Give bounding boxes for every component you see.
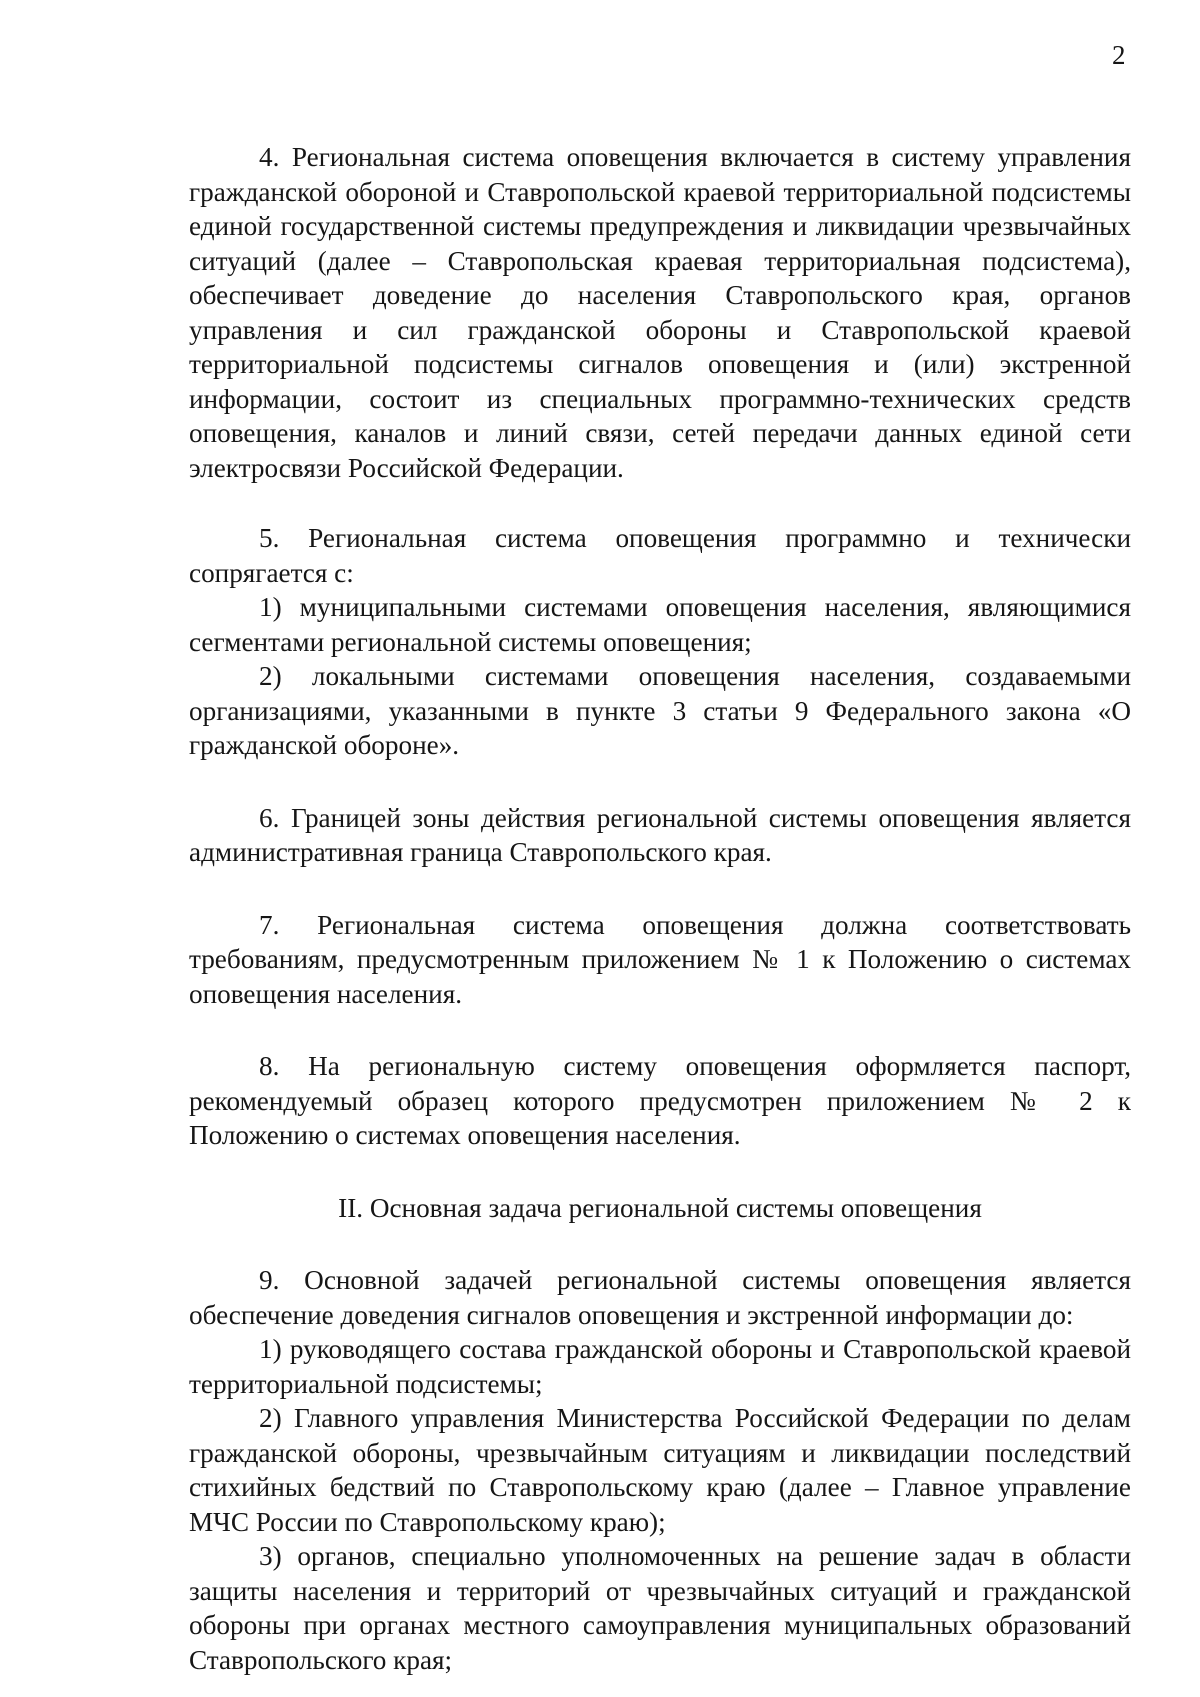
paragraph-7: 7. Региональная система оповещения должна соответствовать требованиям, предусмотренным приложением № 1 к Положению о системах оповещения населения. — [189, 909, 1131, 1009]
paragraph-9-item-2: 2) Главного управления Министерства Российской Федерации по делам гражданской обороны, чрезвычайным ситуациям и ликвидации последствий стихийных бедствий по Ставропольскому краю (далее – Главное управление МЧС России по Ставропольскому краю); — [189, 1403, 1131, 1537]
paragraph-5: 5. Региональная система оповещения программно и технически сопрягается с: — [189, 523, 1131, 588]
paragraph-5-item-2: 2) локальными системами оповещения населения, создаваемыми организациями, указанными в пункте 3 статьи 9 Федерального закона «О гражданской обороне». — [189, 661, 1131, 760]
paragraph-9: 9. Основной задачей региональной системы оповещения является обеспечение доведения сигналов оповещения и экстренной информации до: — [189, 1265, 1131, 1330]
paragraph-8: 8. На региональную систему оповещения оформляется паспорт, рекомендуемый образец которого предусмотрен приложением № 2 к Положению о системах оповещения населения. — [189, 1051, 1131, 1150]
paragraph-9-item-3: 3) органов, специально уполномоченных на решение задач в области защиты населения и территорий от чрезвычайных ситуаций и гражданской обороны при органах местного самоуправления муниципальных образований Ставропольского края; — [189, 1541, 1131, 1675]
paragraph-4: 4. Региональная система оповещения включается в систему управления гражданской обороной и Ставропольской краевой территориальной подсистемы единой государственной системы предупреждения и ликвидации чрезвычайных ситуаций (далее – Ставропольская краевая территориальная подсистема), обеспечивает доведение до населения Ставропольского края, органов управления и сил гражданской обороны и Ставропольской краевой территориальной подсистемы сигналов оповещения и (или) экстренной информации, состоит из специальных программно-технических средств оповещения, каналов и линий связи, сетей передачи данных единой сети электросвязи Российской Федерации. — [189, 142, 1131, 483]
section-heading: II. Основная задача региональной системы оповещения — [338, 1192, 982, 1223]
page-number: 2 — [1112, 40, 1126, 70]
paragraph-9-item-1: 1) руководящего состава гражданской обороны и Ставропольской краевой территориальной подсистемы; — [189, 1334, 1131, 1399]
paragraph-6: 6. Границей зоны действия региональной системы оповещения является административная граница Ставропольского края. — [189, 802, 1131, 867]
document-body — [189, 140, 1131, 1677]
paragraph-5-item-1: 1) муниципальными системами оповещения населения, являющимися сегментами региональной системы оповещения; — [189, 592, 1131, 657]
